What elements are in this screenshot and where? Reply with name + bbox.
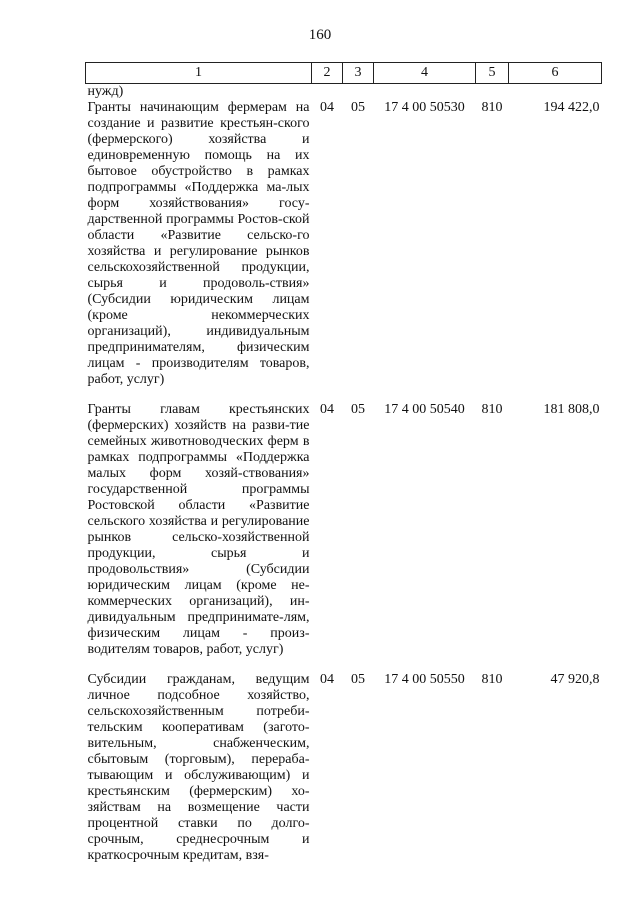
header-col-4: 4 [374, 63, 476, 84]
row-rz: 04 [320, 402, 334, 417]
row-pr: 05 [351, 100, 365, 115]
row-rz: 04 [320, 672, 334, 687]
row-description: Гранты начинающим фермерам на создание и развитие крестьян-ского (фермерского) хозяйства и единовременную помощь на их бытовое обустройство в рамках подпрограммы «Поддержка ма-лых форм хозяйствования» госу-дарственной программы Ростов-ской области «Развитие сельско-го хозяйства и регулирование рынков сельскохозяйственной продукции, сырья и продоволь-ствия» (Субсидии юридическим лицам (кроме некоммерческих организаций), индивидуальным предпринимателям, физическим лицам - производителям товаров, работ, услуг) [87, 100, 310, 387]
row-csr: 17 4 00 50540 [384, 402, 465, 417]
table-row [86, 100, 602, 388]
row-vr: 810 [481, 672, 503, 687]
row-csr: 17 4 00 50550 [384, 672, 465, 687]
table-row-continuation [86, 84, 602, 101]
header-col-1: 1 [86, 63, 312, 84]
header-col-5: 5 [476, 63, 509, 84]
row-description: Субсидии гражданам, ведущим личное подсобное хозяйство, сельскохозяйственным потреби-тельским кооперативам (загото-вительным, снабженческим, сбытовым (торговым), перераба-тывающим и обслуживающим) и крестьянским (фермерским) хо-зяйствам на возмещение части процентной ставки по долго-срочным, среднесрочным и краткосрочным кредитам, взя- [87, 672, 310, 863]
header-col-6: 6 [509, 63, 602, 84]
row-amount: 181 808,0 [543, 402, 600, 417]
continuation-text: нужд) [87, 84, 124, 99]
table-row [86, 672, 602, 864]
row-pr: 05 [351, 672, 365, 687]
table-row [86, 402, 602, 658]
table-header [86, 63, 602, 84]
row-rz: 04 [320, 100, 334, 115]
row-vr: 810 [481, 402, 503, 417]
row-description: Гранты главам крестьянских (фермерских) хозяйств на разви-тие семейных животноводческих ферм в рамках подпрограммы «Поддержка малых форм хозяй-ствования» государственной программы Ростовской области «Развитие сельского хозяйства и регулирование рынков сельско-хозяйственной продукции, сырья и продовольствия» (Субсидии юридическим лицам (кроме не-коммерческих организаций), ин-дивидуальным предпринимате-лям, физическим лицам - произ-водителям товаров, работ, услуг) [87, 402, 310, 657]
budget-table [85, 62, 602, 864]
header-col-2: 2 [312, 63, 343, 84]
header-col-3: 3 [343, 63, 374, 84]
row-amount: 194 422,0 [543, 100, 600, 115]
row-amount: 47 920,8 [550, 672, 600, 687]
page-number: 160 [308, 27, 332, 43]
row-csr: 17 4 00 50530 [384, 100, 465, 115]
row-pr: 05 [351, 402, 365, 417]
row-vr: 810 [481, 100, 503, 115]
